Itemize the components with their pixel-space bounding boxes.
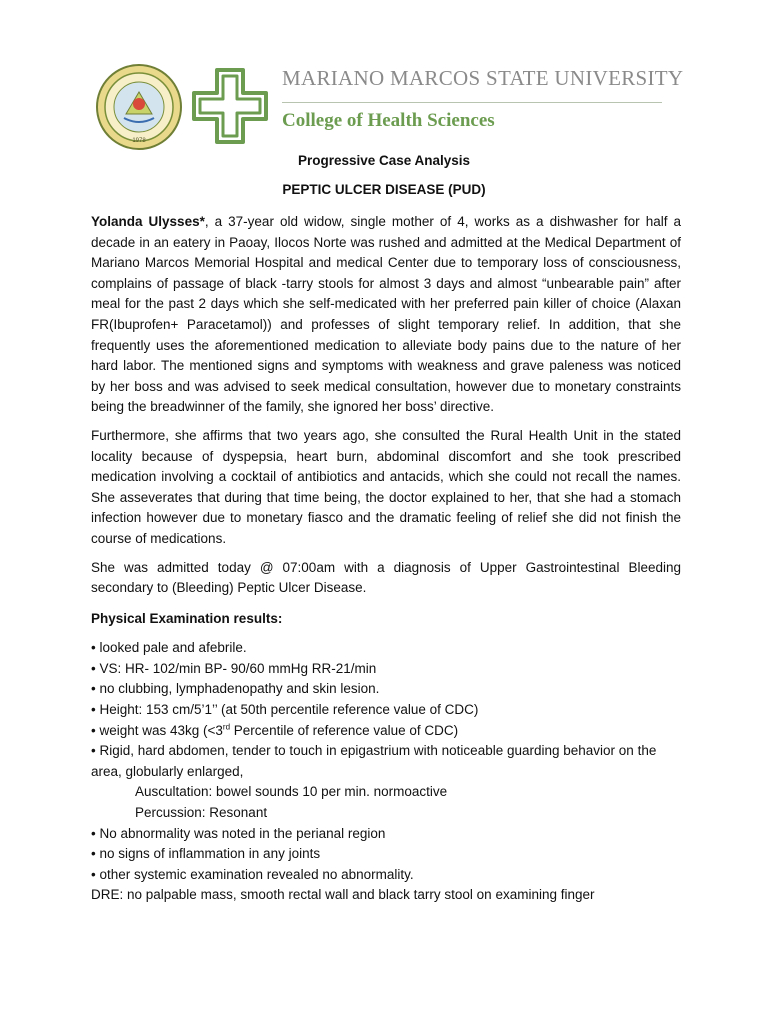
exam-list: [91, 638, 681, 906]
university-seal-logo: [96, 64, 182, 150]
svg-text:1978: 1978: [132, 138, 146, 144]
exam-dre: DRE: no palpable mass, smooth rectal wall and black tarry stool on examining finger: [91, 887, 595, 903]
exam-item: • looked pale and afebrile.: [91, 640, 247, 656]
exam-item-weight: [91, 721, 681, 742]
weight-superscript: rd: [222, 722, 231, 732]
case-paragraph-1-text: , a 37-year old widow, single mother of 4, works as a dishwasher for half a decade in an eatery in Paoay, Ilocos Norte was rushed and admitted at the Medical Department of Mariano Marcos Memorial Hospital and medical Center due to temporary loss of consciousness, complains of passage of black -tarry stools for almost 3 days and almost “unbearable pain” after meal for the past 2 days which she self-medicated with her preferred pain killer of choice (Alaxan FR(Ibuprofen+ Paracetamol)) and professes of slight temporary relief. In addition, that she frequently uses the aforementioned medication to alleviate body pains due to the nature of her hard labor. The mentioned signs and symptoms with weakness and grave paleness was noticed by her boss and was advised to seek medical consultation, however due to monetary constraints being the breadwinner of the family, she ignored her boss’ directive.: [91, 214, 681, 415]
patient-name: Yolanda Ulysses*: [91, 214, 205, 229]
document-body: [91, 212, 681, 906]
college-name: College of Health Sciences: [282, 110, 495, 131]
exam-item-abdomen: • Rigid, hard abdomen, tender to touch in epigastrium with noticeable guarding behavior on the area, globularly enlarged,: [91, 743, 657, 779]
document-subtitle: PEPTIC ULCER DISEASE (PUD): [282, 182, 486, 197]
header-divider: [282, 102, 662, 103]
letterhead: [96, 60, 684, 150]
exam-auscultation: Auscultation: bowel sounds 10 per min. normoactive: [135, 784, 448, 800]
exam-heading: Physical Examination results:: [91, 610, 283, 626]
case-paragraph-3: She was admitted today @ 07:00am with a diagnosis of Upper Gastrointestinal Bleeding secondary to (Bleeding) Peptic Ulcer Disease.: [91, 559, 681, 596]
health-cross-icon: [190, 66, 270, 146]
exam-item: • VS: HR- 102/min BP- 90/60 mmHg RR-21/min: [91, 660, 377, 676]
case-paragraph-1: [91, 212, 681, 418]
exam-item: • other systemic examination revealed no abnormality.: [91, 866, 414, 882]
weight-text: • weight was 43kg (<3: [91, 722, 223, 738]
exam-percussion: Percussion: Resonant: [135, 805, 268, 821]
exam-item: • no clubbing, lymphadenopathy and skin lesion.: [91, 681, 380, 697]
case-paragraph-2: Furthermore, she affirms that two years ago, she consulted the Rural Health Unit in the stated locality because of dyspepsia, heart burn, abdominal discomfort and she took prescribed medication involving a cocktail of antibiotics and antacids, which she could not recall the names. She asseverates that during that time being, the doctor explained to her, that she had a stomach infection however due to monetary fiasco and the dramatic feeling of relief she did not finish the course of medications.: [91, 427, 681, 546]
weight-text-end: Percentile of reference value of CDC): [230, 722, 459, 738]
university-name: MARIANO MARCOS STATE UNIVERSITY: [282, 66, 684, 90]
document-title: Progressive Case Analysis: [297, 153, 471, 168]
exam-item: • Height: 153 cm/5’1’’ (at 50th percentile reference value of CDC): [91, 702, 479, 718]
exam-item: • no signs of inflammation in any joints: [91, 846, 321, 862]
exam-item: • No abnormality was noted in the perianal region: [91, 825, 386, 841]
